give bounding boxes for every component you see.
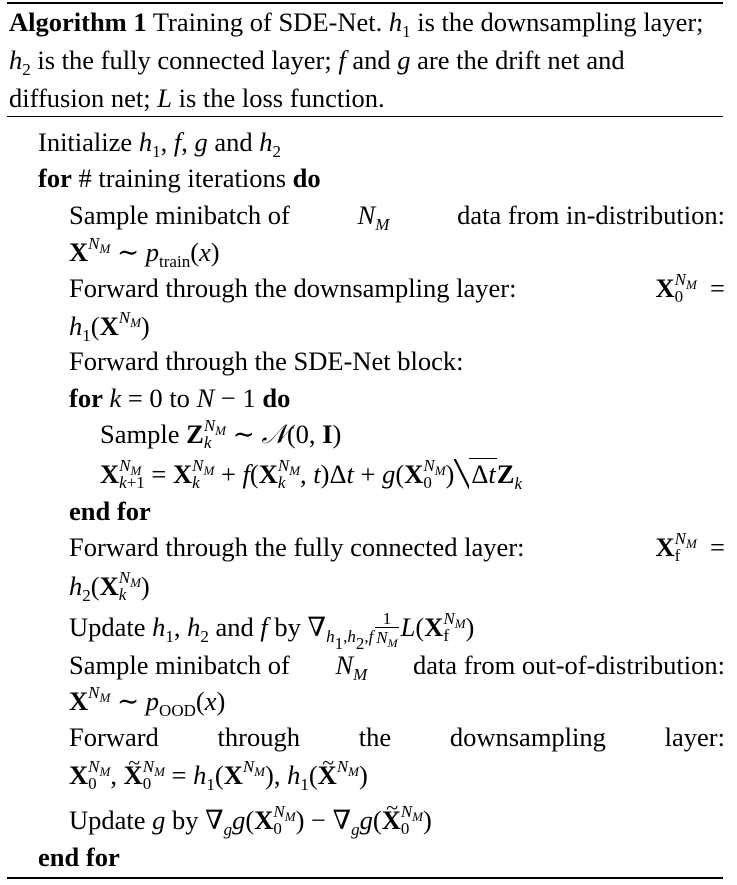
- bottom-rule: [7, 877, 723, 879]
- fwd-word-2: through: [217, 722, 300, 752]
- sample-ood-text-a: Sample minibatch of: [69, 650, 290, 680]
- line-fwd-fc: Forward through the fully connected layer: X $N_M$ f =: [69, 529, 725, 566]
- caption-h1: $h_1$: [388, 7, 411, 42]
- caption-h2: $h_2$: [9, 45, 31, 80]
- sample-z-text: Sample: [100, 419, 180, 449]
- fwd-word-3: the: [358, 722, 392, 752]
- sample-in-text-b: data from in-distribution:: [457, 200, 725, 230]
- keyword-inner-for: for: [69, 383, 103, 413]
- p-train-sub: train: [159, 252, 191, 272]
- line-sample-ood: Sample minibatch of $N_M$ data from out-of-distribution:: [69, 650, 725, 685]
- line-outer-end-for: [38, 840, 120, 874]
- caption-desc-3: are the drift net and diffusion net;: [9, 45, 625, 113]
- fwd-sde-text: Forward through the SDE-Net block:: [69, 346, 464, 376]
- algorithm-label: Algorithm 1: [9, 7, 147, 37]
- line-initialize: Initialize $h_1$, f, g and $h_2$: [38, 127, 281, 162]
- caption-L: L: [157, 83, 172, 113]
- sample-ood-text-b: data from out-of-distribution:: [412, 650, 725, 680]
- fwd-word-5: layer:: [664, 722, 725, 752]
- line-sample-in-formula: $X^{N_M}$ ∼ $p_{train}(x)$: [69, 233, 220, 272]
- line-outer-for: [38, 161, 321, 195]
- line-update-h: Update $h_1$, $h_2$ and f by $\nabla_{h_1,h_2,f}$ $\frac{1}{N_M}$ L(X $N_M$ f ): [69, 609, 475, 653]
- line-fwd-down-ood-formula: X $N_M$ 0 , ~ X $N_M$ 0 = $h_1(X^{N_M})$, $h_1(\sim$ $X^{N_M}$): [69, 758, 368, 792]
- caption-rule: [7, 116, 723, 117]
- caption-title: Training of SDE-Net.: [152, 7, 383, 37]
- caption-f: f: [338, 45, 346, 75]
- caption-desc-2: is the fully connected layer;: [37, 45, 332, 75]
- keyword-for: for: [38, 163, 72, 193]
- line-fwd-down: Forward through the downsampling layer: X $N_M$ 0 =: [69, 270, 725, 307]
- fwd-fc-text: Forward through the fully connected layer:: [69, 532, 525, 562]
- line-update-g: Update g by $\nabla_gg(X$ $N_M$ 0 ) − $\nabla_gg(\sim$ X $N_M$ 0 ): [69, 803, 432, 837]
- update-g-text: Update: [69, 805, 146, 835]
- line-fwd-down-ood: [69, 720, 725, 754]
- init-text: Initialize: [38, 127, 133, 157]
- update-text: Update: [69, 612, 146, 642]
- sample-in-text-a: Sample minibatch of: [69, 200, 290, 230]
- line-inner-for: for k = 0 to N − 1 do: [69, 383, 291, 413]
- keyword-outer-end-for: end for: [38, 842, 120, 872]
- update-by: by: [274, 612, 301, 642]
- line-sample-ood-formula: $X^{N_M}$ ∼ $p_{OOD}(x)$: [69, 682, 226, 721]
- line-inner-end-for: [69, 494, 151, 528]
- line-fwd-down-formula: $h_1(X^{N_M})$: [69, 307, 150, 346]
- keyword-inner-end-for: end for: [69, 496, 151, 526]
- keyword-inner-do: do: [262, 383, 291, 413]
- line-sample-in: Sample minibatch of $N_M$ data from in-distribution:: [69, 200, 725, 235]
- update-g-by: by: [172, 805, 199, 835]
- algorithm-caption: [9, 3, 725, 117]
- fwd-word-1: Forward: [69, 722, 159, 752]
- inner-for-text: to: [169, 383, 190, 413]
- p-ood-sub: OOD: [159, 701, 196, 721]
- keyword-do: do: [292, 163, 321, 193]
- caption-g: g: [397, 45, 411, 75]
- line-fwd-fc-formula: $h_2(X$ $N_M$ k ): [69, 568, 150, 606]
- caption-desc-4: is the loss function.: [178, 83, 385, 113]
- outer-for-text: # training iterations: [78, 163, 287, 193]
- line-sample-z: Sample Z $N_M$ k ∼ 𝒩(0, I): [100, 416, 342, 453]
- caption-desc-1: is the downsampling layer;: [417, 7, 704, 37]
- fwd-down-text: Forward through the downsampling layer:: [69, 273, 517, 303]
- line-sde-update: X $N_M$ k+1 = X $N_M$ k + f(X $N_M$ k , t)Δt + g(X $N_M$ 0 ) ΔtZ$_k$: [100, 456, 523, 494]
- line-fwd-sde: [69, 344, 464, 378]
- caption-and: and: [352, 45, 391, 75]
- update-and: and: [215, 612, 254, 642]
- fwd-word-4: downsampling: [449, 722, 606, 752]
